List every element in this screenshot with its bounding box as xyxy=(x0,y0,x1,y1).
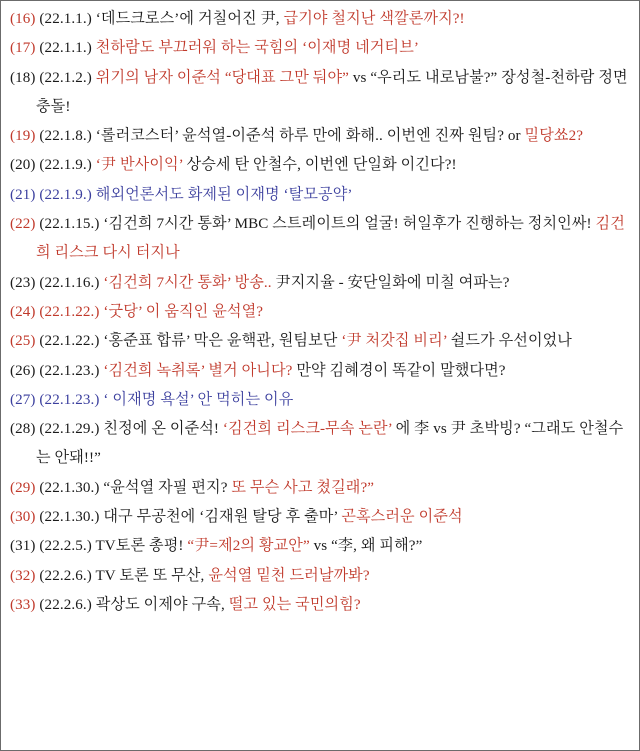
entry-text-segment: 위기의 남자 이준석 “당대표 그만 둬야” xyxy=(95,69,349,86)
entry-date: (22.1.9.) xyxy=(39,157,92,174)
headline-entry xyxy=(10,562,629,591)
headline-entry xyxy=(10,532,629,561)
entry-date: (22.2.6.) xyxy=(39,596,92,613)
entry-lead xyxy=(10,421,100,437)
entry-number: (20) xyxy=(10,157,36,174)
entry-text-segment: ‘김건희 녹취록’ 별거 아니다? xyxy=(103,362,293,379)
entry-number: (31) xyxy=(10,538,36,555)
entry-lead xyxy=(10,187,92,203)
entry-text-segment: 떨고 있는 국민의힘? xyxy=(228,596,361,613)
headline-list xyxy=(10,5,629,620)
entry-lead xyxy=(10,275,100,291)
entry-date: (22.1.23.) xyxy=(39,391,100,408)
headline-entry xyxy=(10,269,629,298)
entry-number: (21) xyxy=(10,186,36,203)
headline-entry xyxy=(10,122,629,151)
entry-date: (22.1.2.) xyxy=(39,69,92,86)
entry-date: (22.2.5.) xyxy=(39,538,92,555)
entry-number: (16) xyxy=(10,11,36,27)
entry-date: (22.1.16.) xyxy=(39,274,100,291)
entry-lead xyxy=(10,392,100,408)
entry-text-segment: ‘尹 반사이익’ xyxy=(95,157,184,174)
entry-text-segment: 尹지지율 - 安단일화에 미칠 여파는? xyxy=(271,274,510,291)
headline-entry xyxy=(10,327,629,356)
entry-text-segment: vs “우리도 내로남불?” 장성철-천하람 정면충돌! xyxy=(36,69,628,115)
headline-entry xyxy=(10,34,629,63)
entry-text-segment: ‘롤러코스터’ 윤석열-이준석 하루 만에 화해.. 이번엔 진짜 원팀? or xyxy=(91,128,525,145)
entry-number: (32) xyxy=(10,567,36,584)
entry-text-segment: vs “李, 왜 피해?” xyxy=(309,538,423,555)
entry-text-segment: ‘굿당’ 이 움직인 윤석열? xyxy=(99,303,264,320)
entry-text-segment: 윤석열 밑천 드러날까봐? xyxy=(208,567,370,584)
entry-text-segment: 밀당쑈2? xyxy=(524,128,584,145)
entry-number: (22) xyxy=(10,216,36,233)
entry-lead xyxy=(10,216,100,232)
entry-date: (22.1.22.) xyxy=(39,303,100,320)
entry-number: (17) xyxy=(10,40,36,57)
entry-lead xyxy=(10,597,92,613)
entry-lead xyxy=(10,568,92,584)
entry-text-segment: 대구 무공천에 ‘김재원 탈당 후 출마’ xyxy=(99,509,342,526)
entry-number: (19) xyxy=(10,128,36,145)
entry-text-segment: ‘김건희 7시간 통화’ 방송.. xyxy=(103,274,272,291)
entry-text-segment: 쉴드가 우선이었나 xyxy=(447,333,572,350)
entry-date: (22.1.9.) xyxy=(39,186,92,203)
entry-lead xyxy=(10,480,100,496)
entry-text-segment: 김건희 리스크 다시 터지나 xyxy=(36,216,625,262)
headline-entry xyxy=(10,386,629,415)
entry-text-segment: ‘ 이재명 욕설’ 안 먹히는 이유 xyxy=(99,391,294,408)
entry-text-segment: 상승세 탄 안철수, 이번엔 단일화 이긴다?! xyxy=(183,157,457,174)
entry-lead xyxy=(10,70,92,86)
headline-entry xyxy=(10,357,629,386)
headline-entry xyxy=(10,210,629,269)
entry-text-segment: 곤혹스러운 이준석 xyxy=(341,509,463,526)
entry-text-segment: 만약 김혜경이 똑같이 말했다면? xyxy=(292,362,506,379)
headline-entry xyxy=(10,181,629,210)
entry-text-segment: 천하람도 부끄러워 하는 국힘의 ‘이재명 네거티브’ xyxy=(91,40,419,57)
entry-date: (22.1.22.) xyxy=(39,333,100,350)
entry-lead xyxy=(10,40,92,56)
entry-text-segment: 급기야 철지난 색깔론까지?! xyxy=(283,11,465,27)
headline-entry xyxy=(10,64,629,123)
entry-text-segment: “윤석열 자필 편지? xyxy=(99,479,232,496)
entry-date: (22.1.23.) xyxy=(39,362,100,379)
entry-number: (23) xyxy=(10,274,36,291)
entry-number: (25) xyxy=(10,333,36,350)
headline-entry xyxy=(10,298,629,327)
entry-text-segment: ‘김건희 7시간 통화’ MBC 스트레이트의 얼굴! 허일후가 진행하는 정치인싸! xyxy=(99,216,596,233)
entry-lead xyxy=(10,11,92,27)
entry-text-segment: 또 무슨 사고 쳤길래?” xyxy=(231,479,375,496)
headline-entry xyxy=(10,415,629,474)
entry-text-segment: “尹=제2의 황교안” xyxy=(187,538,310,555)
entry-text-segment: 에 李 vs 尹 초박빙? “그래도 안철수는 안돼!!” xyxy=(36,421,624,467)
entry-text-segment: TV 토론 또 무산, xyxy=(91,567,209,584)
entry-lead xyxy=(10,157,92,173)
headline-entry xyxy=(10,5,629,34)
headline-entry xyxy=(10,591,629,620)
entry-number: (33) xyxy=(10,596,36,613)
entry-number: (30) xyxy=(10,509,36,526)
entry-date: (22.1.1.) xyxy=(39,40,92,57)
entry-text-segment: ‘홍준표 합류’ 막은 윤핵관, 원팀보단 xyxy=(99,333,342,350)
entry-lead xyxy=(10,538,92,554)
entry-lead xyxy=(10,304,100,320)
entry-lead xyxy=(10,333,100,349)
headline-entry xyxy=(10,151,629,180)
headline-entry xyxy=(10,503,629,532)
entry-number: (26) xyxy=(10,362,36,379)
entry-text-segment: ‘데드크로스’에 거칠어진 尹, xyxy=(91,11,284,27)
headline-entry xyxy=(10,474,629,503)
entry-number: (27) xyxy=(10,391,36,408)
entry-number: (28) xyxy=(10,421,36,438)
entry-date: (22.2.6.) xyxy=(39,567,92,584)
entry-date: (22.1.30.) xyxy=(39,509,100,526)
entry-date: (22.1.15.) xyxy=(39,216,100,233)
entry-date: (22.1.1.) xyxy=(39,11,92,27)
entry-text-segment: ‘김건희 리스크-무속 논란’ xyxy=(222,421,393,438)
entry-text-segment: 곽상도 이제야 구속, xyxy=(91,596,229,613)
entry-text-segment: ‘尹 처갓집 비리’ xyxy=(341,333,448,350)
entry-text-segment: 친정에 온 이준석! xyxy=(99,421,223,438)
entry-date: (22.1.8.) xyxy=(39,128,92,145)
entry-lead xyxy=(10,363,100,379)
entry-text-segment: 해외언론서도 화제된 이재명 ‘탈모공약’ xyxy=(91,186,353,203)
entry-lead xyxy=(10,509,100,525)
entry-number: (24) xyxy=(10,303,36,320)
entry-date: (22.1.29.) xyxy=(39,421,100,438)
entry-date: (22.1.30.) xyxy=(39,479,100,496)
entry-number: (29) xyxy=(10,479,36,496)
entry-text-segment: TV토론 총평! xyxy=(91,538,188,555)
entry-lead xyxy=(10,128,92,144)
entry-number: (18) xyxy=(10,69,36,86)
